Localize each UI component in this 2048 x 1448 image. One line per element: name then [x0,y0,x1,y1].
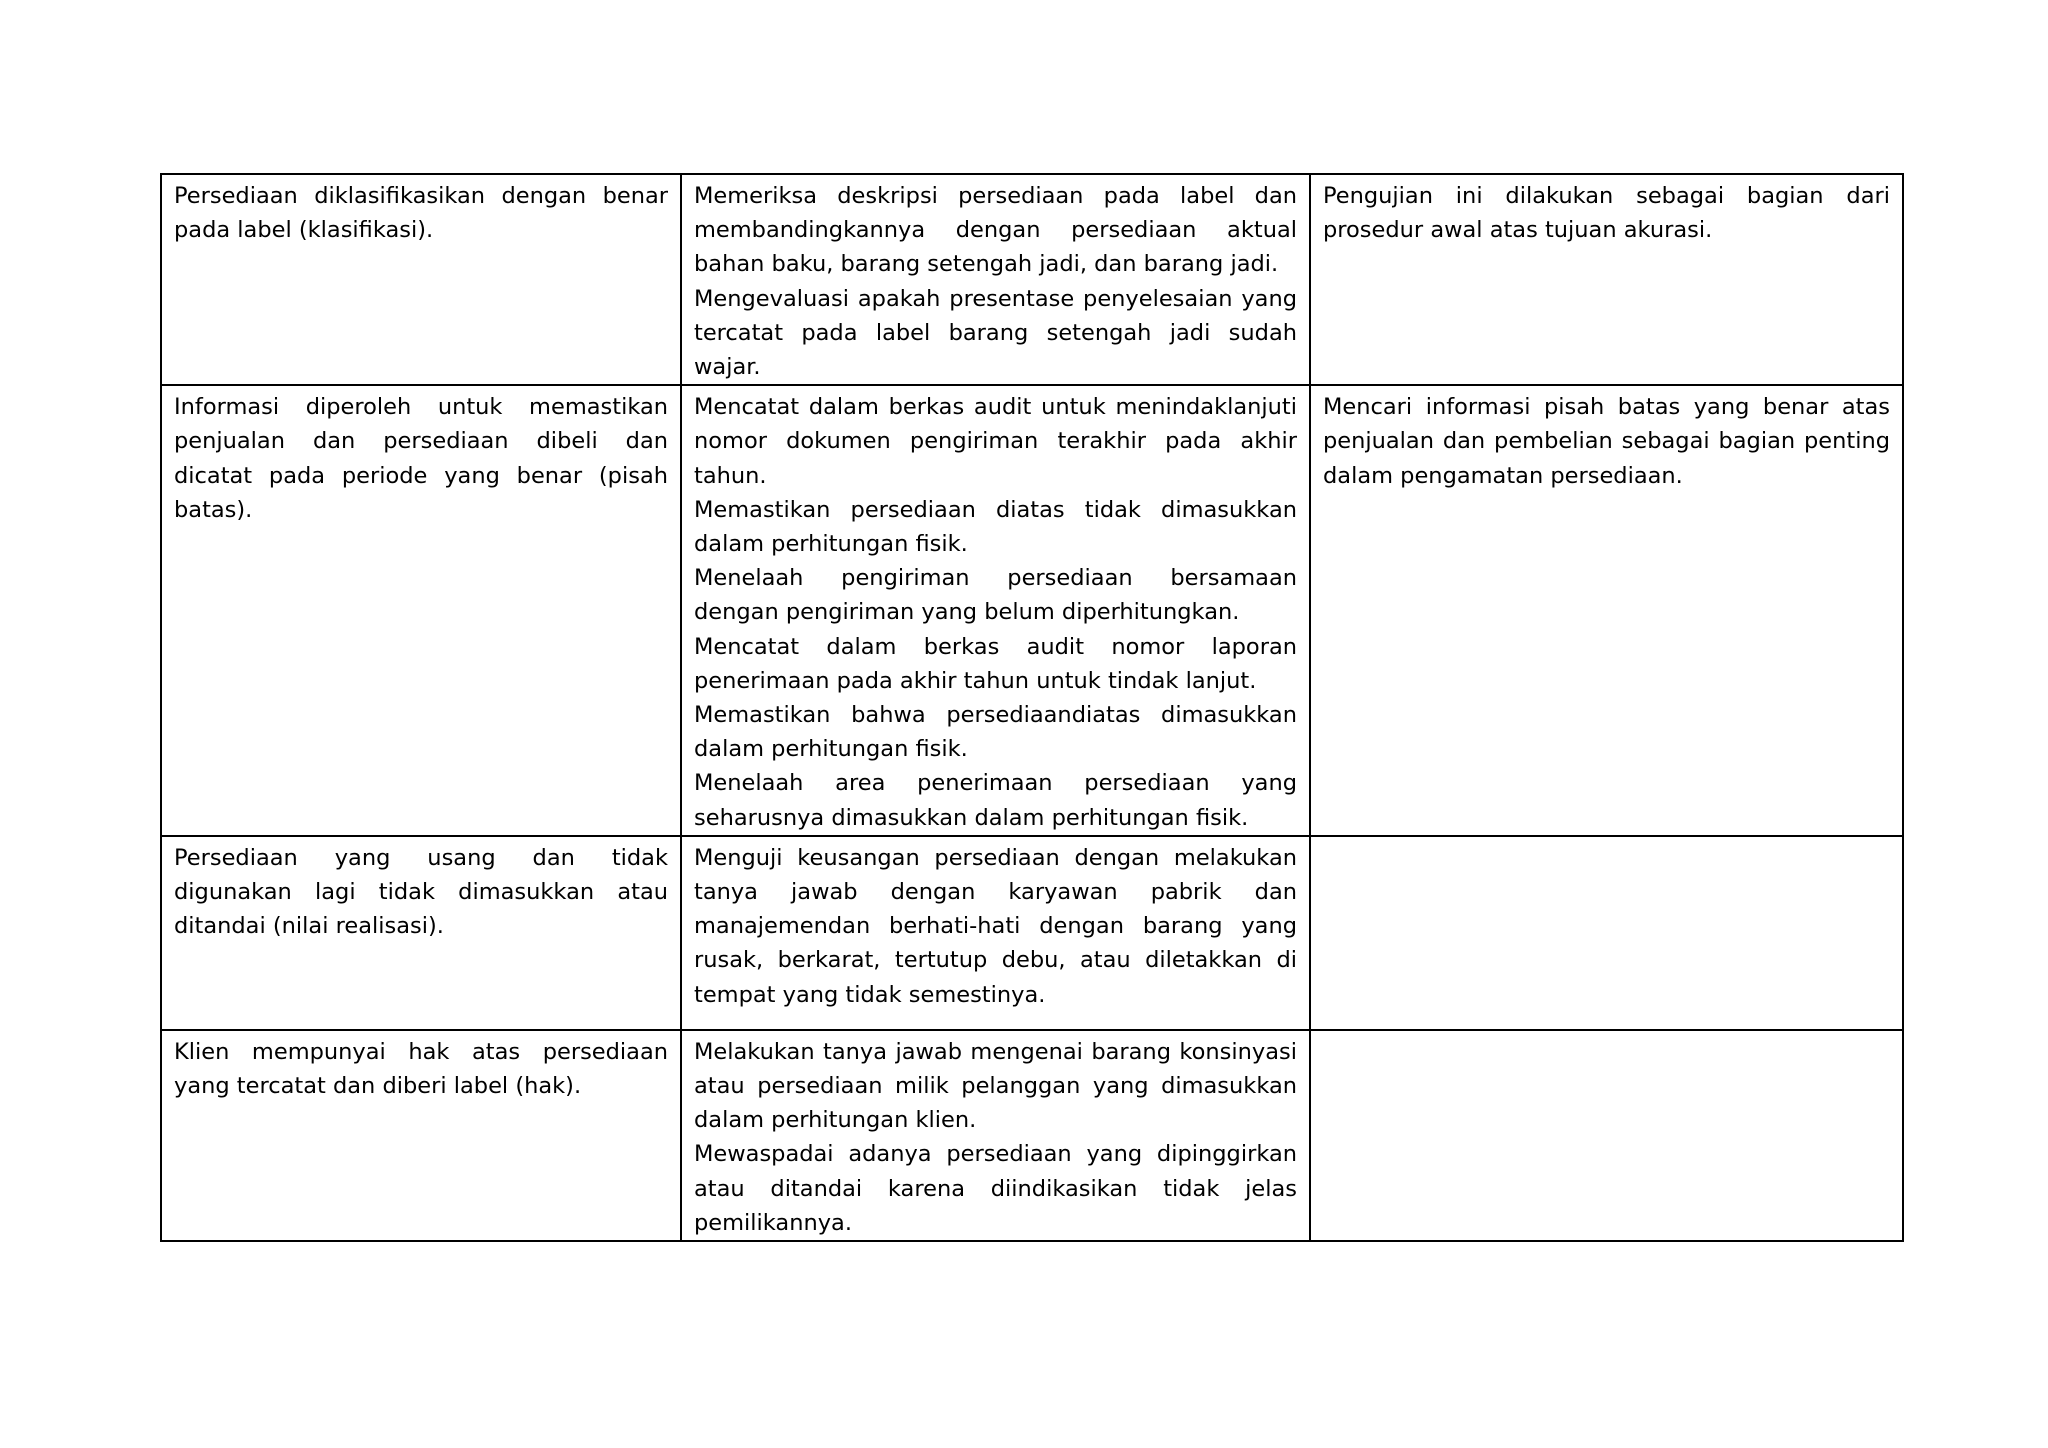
procedure-text: Mewaspadai adanya persediaan yang dipinggirkan atau ditandai karena diindikasikan tidak jelas pemilikannya. [694,1141,1297,1236]
procedure-text: Memeriksa deskripsi persediaan pada label dan membandingkannya dengan persediaan aktual bahan baku, barang setengah jadi, dan barang jadi. [694,183,1297,278]
objective-cell: Persediaan diklasifikasikan dengan benar pada label (klasifikasi). [161,174,681,385]
procedures-cell [681,1030,1310,1241]
procedures-cell [681,836,1310,1030]
audit-procedures-table [160,173,1904,1242]
procedure-text: Menelaah area penerimaan persediaan yang seharusnya dimasukkan dalam perhitungan fisik. [694,770,1297,831]
procedure-text: Menelaah pengiriman persediaan bersamaan dengan pengiriman yang belum diperhitungkan. [694,565,1297,626]
procedure-text: Memastikan persediaan diatas tidak dimasukkan dalam perhitungan fisik. [694,496,1297,558]
objective-cell: Persediaan yang usang dan tidak digunakan lagi tidak dimasukkan atau ditandai (nilai realisasi). [161,836,681,1030]
comment-cell [1310,1030,1903,1241]
comment-cell [1310,836,1903,1030]
procedure-text: Menguji keusangan persediaan dengan melakukan tanya jawab dengan karyawan pabrik dan manajemendan berhati-hati dengan barang yang rusak, berkarat, tertutup debu, atau diletakkan di tempat yang tidak semestinya. [694,844,1297,1008]
table-row [161,174,1903,385]
procedures-cell [681,385,1310,836]
table-row [161,1030,1903,1241]
objective-cell: Informasi diperoleh untuk memastikan penjualan dan persediaan dibeli dan dicatat pada periode yang benar (pisah batas). [161,385,681,836]
comment-cell: Pengujian ini dilakukan sebagai bagian dari prosedur awal atas tujuan akurasi. [1310,174,1903,385]
procedure-text: Memastikan bahwa persediaandiatas dimasukkan dalam perhitungan fisik. [694,702,1297,763]
procedure-text: Mengevaluasi apakah presentase penyelesaian yang tercatat pada label barang setengah jadi sudah wajar. [694,285,1297,381]
procedure-text: Mencatat dalam berkas audit untuk menindaklanjuti nomor dokumen pengiriman terakhir pada akhir tahun. [694,394,1297,489]
table-row [161,385,1903,836]
objective-cell: Klien mempunyai hak atas persediaan yang tercatat dan diberi label (hak). [161,1030,681,1241]
procedure-text: Mencatat dalam berkas audit nomor laporan penerimaan pada akhir tahun untuk tindak lanjut. [694,633,1297,694]
table-row [161,836,1903,1030]
procedure-text: Melakukan tanya jawab mengenai barang konsinyasi atau persediaan milik pelanggan yang dimasukkan dalam perhitungan klien. [694,1038,1297,1134]
comment-cell: Mencari informasi pisah batas yang benar atas penjualan dan pembelian sebagai bagian penting dalam pengamatan persediaan. [1310,385,1903,836]
procedures-cell [681,174,1310,385]
